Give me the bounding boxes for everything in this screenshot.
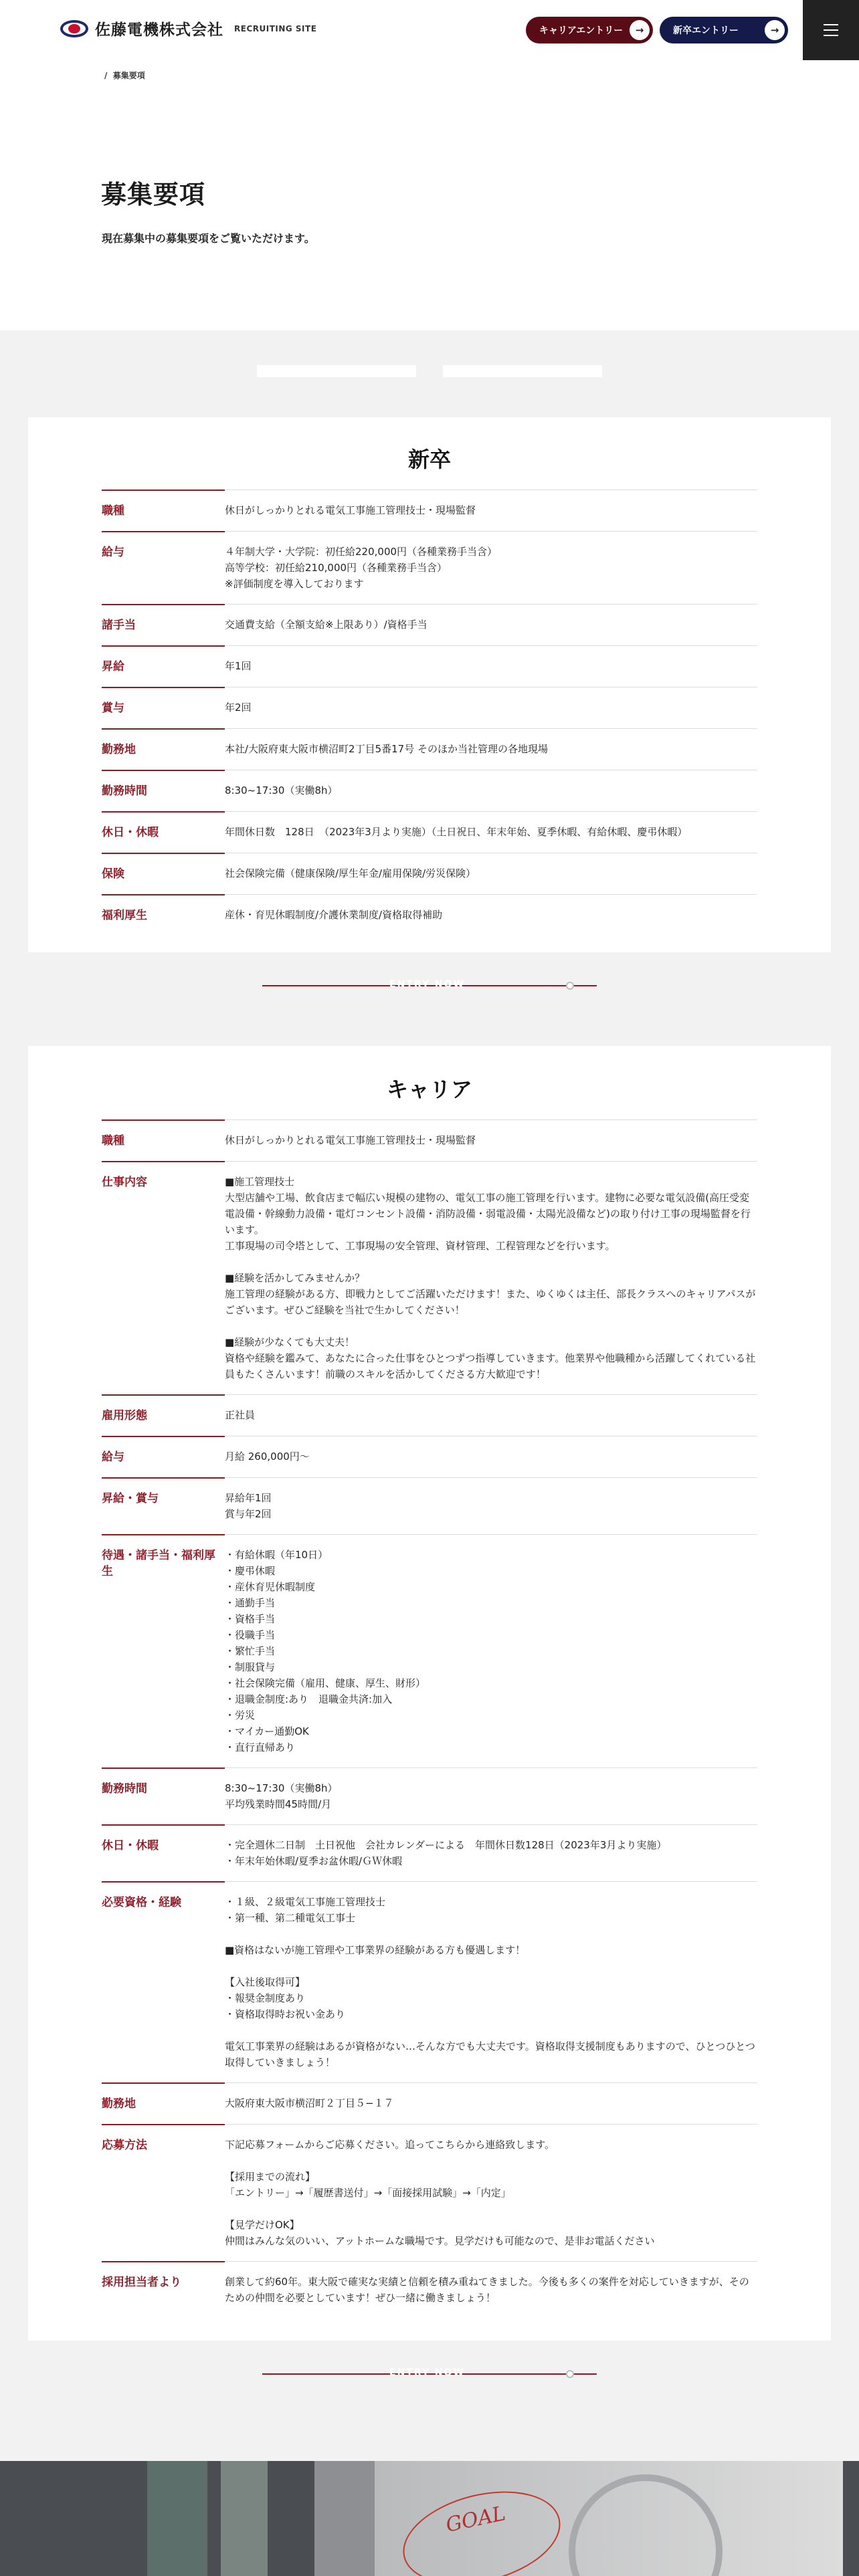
row-label: 勤務地: [102, 728, 225, 770]
table-row: [102, 687, 757, 728]
row-value: ４年制大学・大学院：初任給220,000円（各種業務手当含） 高等学校：初任給210,000円（各種業務手当含） ※評価制度を導入しております: [225, 546, 498, 590]
row-value: ■施工管理技士 大型店舗や工場、飲食店まで幅広い規模の建物の、電気工事の施工管理を行います。建物に必要な電気設備(高圧受変電設備・幹線動力設備・電灯コンセント設備・消防設備・弱電設備・太陽光設備など)の取り付け工事の現場監督を行います。 工事現場の司令塔として、工事現場の安全管理、資材管理、工程管理などを行います。 ■経験を活かしてみませんか？ 施工管理の経験がある方、即戦力としてご活躍いただけます！また、ゆくゆくは主任、部長クラスへのキャリアパスがございます。ぜひご経験を当社で生かしてください！ ■経験が少なくても大丈夫！ 資格や経験を鑑みて、あなたに合った仕事をひとつずつ指導していきます。他業界や他職種から活躍してくれている社員もたくさんいます！前職のスキルを活かしてくださる方大歓迎です！: [225, 1176, 756, 1380]
hamburger-menu-button[interactable]: [803, 0, 859, 60]
table-row: [102, 770, 757, 811]
row-value: 月給 260,000円〜: [225, 1451, 310, 1463]
row-label: 雇用形態: [102, 1394, 225, 1436]
menu-icon: [824, 24, 838, 25]
page-lead: 現在募集中の募集要項をご覧いただけます。: [102, 232, 315, 245]
breadcrumb-separator: /: [104, 71, 108, 80]
row-value: 正社員: [225, 1409, 256, 1421]
row-value: 交通費支給（全額支給※上限あり）/資格手当: [225, 619, 427, 631]
shinsotsu-title: 新卒: [407, 447, 451, 472]
table-row: [102, 894, 757, 936]
row-label: 勤務時間: [102, 1767, 225, 1824]
table-row: [102, 728, 757, 770]
tab-career[interactable]: [443, 365, 602, 377]
breadcrumb: [104, 70, 145, 81]
row-label: 採用担当者より: [102, 2261, 225, 2318]
band-dot-icon: [566, 982, 574, 990]
band-dot-icon: [566, 2370, 574, 2378]
row-label: 給与: [102, 531, 225, 604]
row-value: 昇給年1回 賞与年2回: [225, 1492, 272, 1520]
career-entry-button[interactable]: [526, 17, 653, 43]
table-row: [102, 531, 757, 604]
table-row: [102, 853, 757, 894]
row-label: 応募方法: [102, 2124, 225, 2261]
arrow-right-icon: →: [630, 20, 650, 40]
new-entry-label: 新卒エントリー: [673, 25, 739, 36]
row-value: 本社/大阪府東大阪市横沼町2丁目5番17号 そのほか当社管理の各地現場: [225, 743, 548, 755]
company-name: 佐藤電機株式会社: [95, 21, 223, 39]
site-header: [0, 0, 859, 60]
row-value: 8:30~17:30（実働8h）: [225, 784, 338, 796]
row-value: 下記応募フォームからご応募ください。追ってこちらから連絡致します。 【採用までの流れ】 「エントリー」→「履歴書送付」→「面接採用試験」→「内定」 【見学だけOK】 仲間はみんな気のいい、アットホームな職場です。見学だけも可能なので、是非お電話ください: [225, 2139, 655, 2247]
breadcrumb-current: 募集要項: [112, 71, 145, 80]
page-hero: [0, 60, 859, 330]
table-row: [102, 1824, 757, 1881]
table-row: [102, 1161, 757, 1394]
table-row: [102, 2124, 757, 2261]
table-row: [102, 604, 757, 645]
row-value: 産休・育児休暇制度/介護休業制度/資格取得補助: [225, 909, 443, 921]
row-label: 勤務時間: [102, 770, 225, 811]
table-row: [102, 1881, 757, 2082]
row-value: ・１級、２級電気工事施工管理技士 ・第一種、第二種電気工事士 ■資格はないが施工管理や工事業界の経験がある方も優遇します！ 【入社後取得可】 ・報奨金制度あり ・資格取得時お祝い金あり 電気工事業界の経験はあるが資格がない…そんな方でも大丈夫です。資格取得支援制度もありますので、ひとつひとつ取得していきましょう！: [225, 1896, 755, 2068]
row-label: 諸手当: [102, 604, 225, 645]
row-label: 職種: [102, 1119, 225, 1161]
row-value: 休日がしっかりとれる電気工事施工管理技士・現場監督: [225, 504, 476, 516]
footer-photo: [0, 2461, 859, 2576]
row-value: ・有給休暇（年10日） ・慶弔休暇 ・産休育児休暇制度 ・通勤手当 ・資格手当 ・役職手当 ・繁忙手当 ・制服貸与 ・社会保険完備（雇用、健康、厚生、財形） ・退職金制度:あり 退職金共済:加入 ・労災 ・マイカー通勤OK ・直行直帰あり: [225, 1549, 426, 1753]
row-value: 8:30~17:30（実働8h） 平均残業時間45時間/月: [225, 1782, 338, 1810]
row-value: 年2回: [225, 702, 252, 714]
row-value: 社会保険完備（健康保険/厚生年金/雇用保険/労災保険）: [225, 867, 476, 879]
table-row: [102, 2261, 757, 2318]
row-value: 年1回: [225, 660, 252, 672]
shinsotsu-table: [102, 490, 757, 936]
site-label: RECRUITING SITE: [234, 23, 317, 33]
table-row: [102, 645, 757, 687]
table-row: [102, 811, 757, 853]
career-card: [28, 1046, 831, 2341]
row-value: 年間休日数 128日 （2023年3月より実施）（土日祝日、年末年始、夏季休暇、有給休暇、慶弔休暇）: [225, 826, 688, 838]
row-label: 仕事内容: [102, 1161, 225, 1394]
career-title: キャリア: [386, 1077, 472, 1102]
table-row: [102, 1119, 757, 1161]
table-row: [102, 1767, 757, 1824]
new-graduate-entry-button[interactable]: [660, 17, 788, 43]
table-row: [102, 490, 757, 531]
page-title: 募集要項: [101, 180, 206, 209]
row-label: 昇給・賞与: [102, 1477, 225, 1534]
table-row: [102, 2082, 757, 2124]
table-row: [102, 1534, 757, 1767]
row-label: 給与: [102, 1436, 225, 1477]
row-label: 福利厚生: [102, 894, 225, 936]
row-value: 休日がしっかりとれる電気工事施工管理技士・現場監督: [225, 1134, 476, 1146]
row-label: 必要資格・経験: [102, 1881, 225, 2082]
entry-band-text[interactable]: ENTRY NOW: [389, 979, 465, 990]
career-table: [102, 1119, 757, 2318]
row-value: ・完全週休二日制 土日祝他 会社カレンダーによる 年間休日数128日（2023年3月より実施） ・年末年始休暇/夏季お盆休暇/ＧＷ休暇: [225, 1839, 667, 1867]
row-label: 待遇・諸手当・福利厚生: [102, 1534, 225, 1767]
shinsotsu-card: [28, 417, 831, 952]
row-label: 勤務地: [102, 2082, 225, 2124]
row-label: 職種: [102, 490, 225, 531]
table-row: [102, 1436, 757, 1477]
entry-band-text[interactable]: ENTRY NOW: [389, 2367, 465, 2378]
row-label: 賞与: [102, 687, 225, 728]
row-label: 保険: [102, 853, 225, 894]
row-label: 休日・休暇: [102, 811, 225, 853]
career-entry-label: キャリアエントリー: [539, 25, 624, 36]
row-value: 創業して約60年。東大阪で確実な実績と信頼を積み重ねてきました。今後も多くの案件を対応していきますが、そのための仲間を必要としています！ぜひ一緒に働きましょう！: [225, 2276, 749, 2304]
row-value: 大阪府東大阪市横沼町２丁目５−１７: [225, 2097, 394, 2109]
row-label: 昇給: [102, 645, 225, 687]
row-label: 休日・休暇: [102, 1824, 225, 1881]
table-row: [102, 1477, 757, 1534]
goal-text: GOAL: [444, 2502, 508, 2537]
arrow-right-icon: →: [765, 20, 785, 40]
tab-shinsotsu[interactable]: [257, 365, 416, 377]
logo-mark-icon: [60, 20, 88, 37]
company-logo[interactable]: [60, 17, 316, 39]
table-row: [102, 1394, 757, 1436]
